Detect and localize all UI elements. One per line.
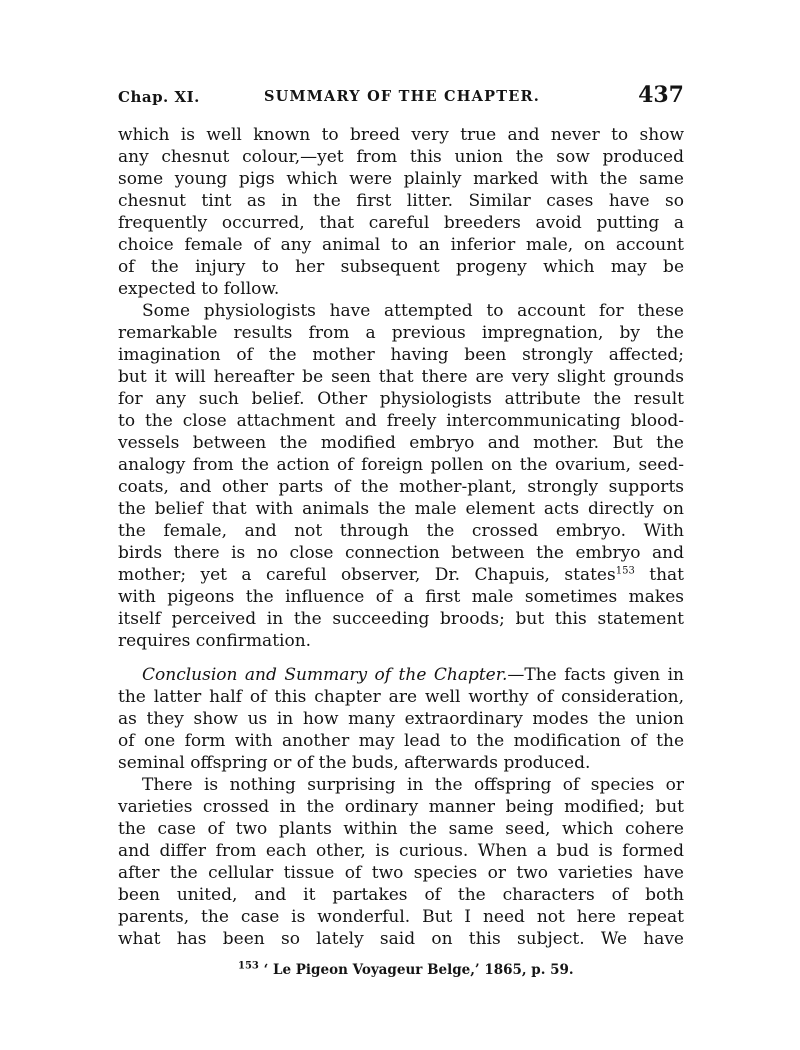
text-segment: —The facts given in <box>507 665 684 685</box>
text-line: itself perceived in the succeeding broods; but this statement <box>118 609 684 629</box>
footnote <box>238 962 574 978</box>
text-line: expected to follow. <box>118 279 280 299</box>
paragraph-gap <box>118 652 684 664</box>
text-segment: that <box>634 565 684 585</box>
text-line: vessels between the modified embryo and mother. But the <box>118 433 684 453</box>
page-number: 437 <box>638 82 684 108</box>
paragraph-4 <box>118 774 684 950</box>
text-line-with-heading <box>118 664 684 686</box>
footnote-reference[interactable]: 153 <box>615 565 635 577</box>
footnote-text: ‘ Le Pigeon Voyageur Belge,’ 1865, p. 59. <box>258 962 574 978</box>
text-line: and differ from each other, is curious. When a bud is formed <box>118 841 684 861</box>
text-line: but it will hereafter be seen that there are very slight grounds <box>118 367 684 387</box>
text-line: varieties crossed in the ordinary manner being modified; but <box>118 797 684 817</box>
text-line: which is well known to breed very true and never to show <box>118 125 684 145</box>
text-line: requires confirmation. <box>118 631 312 651</box>
chapter-label: Chap. XI. <box>118 88 200 106</box>
text-line: what has been so lately said on this subject. We have <box>118 929 684 949</box>
text-line: the belief that with animals the male element acts directly on <box>118 499 684 519</box>
text-line: imagination of the mother having been strongly affected; <box>118 345 684 365</box>
text-line: the case of two plants within the same seed, which cohere <box>118 819 684 839</box>
text-line: as they show us in how many extraordinary modes the union <box>118 709 684 729</box>
paragraph-2 <box>118 300 684 652</box>
text-line: some young pigs which were plainly marked with the same <box>118 169 684 189</box>
paragraph-3 <box>118 664 684 774</box>
text-line: analogy from the action of foreign pollen on the ovarium, seed- <box>118 455 684 475</box>
text-line: parents, the case is wonderful. But I need not here repeat <box>118 907 684 927</box>
footnote-number: 153 <box>238 960 259 972</box>
text-line: coats, and other parts of the mother-plant, strongly supports <box>118 477 684 497</box>
text-line: chesnut tint as in the first litter. Similar cases have so <box>118 191 684 211</box>
text-line: of the injury to her subsequent progeny which may be <box>118 257 684 277</box>
text-line: of one form with another may lead to the modification of the <box>118 731 684 751</box>
text-line: frequently occurred, that careful breeders avoid putting a <box>118 213 684 233</box>
section-heading: Conclusion and Summary of the Chapter. <box>142 665 508 685</box>
text-line: after the cellular tissue of two species or two varieties have <box>118 863 684 883</box>
text-line: choice female of any animal to an inferior male, on account <box>118 235 684 255</box>
text-line: There is nothing surprising in the offspring of species or <box>142 775 684 795</box>
paragraph-1 <box>118 124 684 300</box>
text-line: to the close attachment and freely intercommunicating blood- <box>118 411 684 431</box>
book-page <box>118 82 684 978</box>
text-line: remarkable results from a previous impregnation, by the <box>118 323 684 343</box>
text-line-with-reference <box>118 564 684 586</box>
text-segment: mother; yet a careful observer, Dr. Chapuis, states <box>118 565 616 585</box>
text-line: any chesnut colour,—yet from this union the sow produced <box>118 147 684 167</box>
text-line: for any such belief. Other physiologists attribute the result <box>118 389 684 409</box>
text-line: with pigeons the influence of a first male sometimes makes <box>118 587 684 607</box>
text-line: birds there is no close connection between the embryo and <box>118 543 684 563</box>
text-line: the latter half of this chapter are well worthy of consideration, <box>118 687 684 707</box>
running-header <box>118 84 684 124</box>
running-title: SUMMARY OF THE CHAPTER. <box>264 88 540 105</box>
text-line: been united, and it partakes of the characters of both <box>118 885 684 905</box>
text-line: the female, and not through the crossed embryo. With <box>118 521 684 541</box>
text-line: Some physiologists have attempted to account for these <box>142 301 684 321</box>
text-line: seminal offspring or of the buds, afterwards produced. <box>118 753 591 773</box>
